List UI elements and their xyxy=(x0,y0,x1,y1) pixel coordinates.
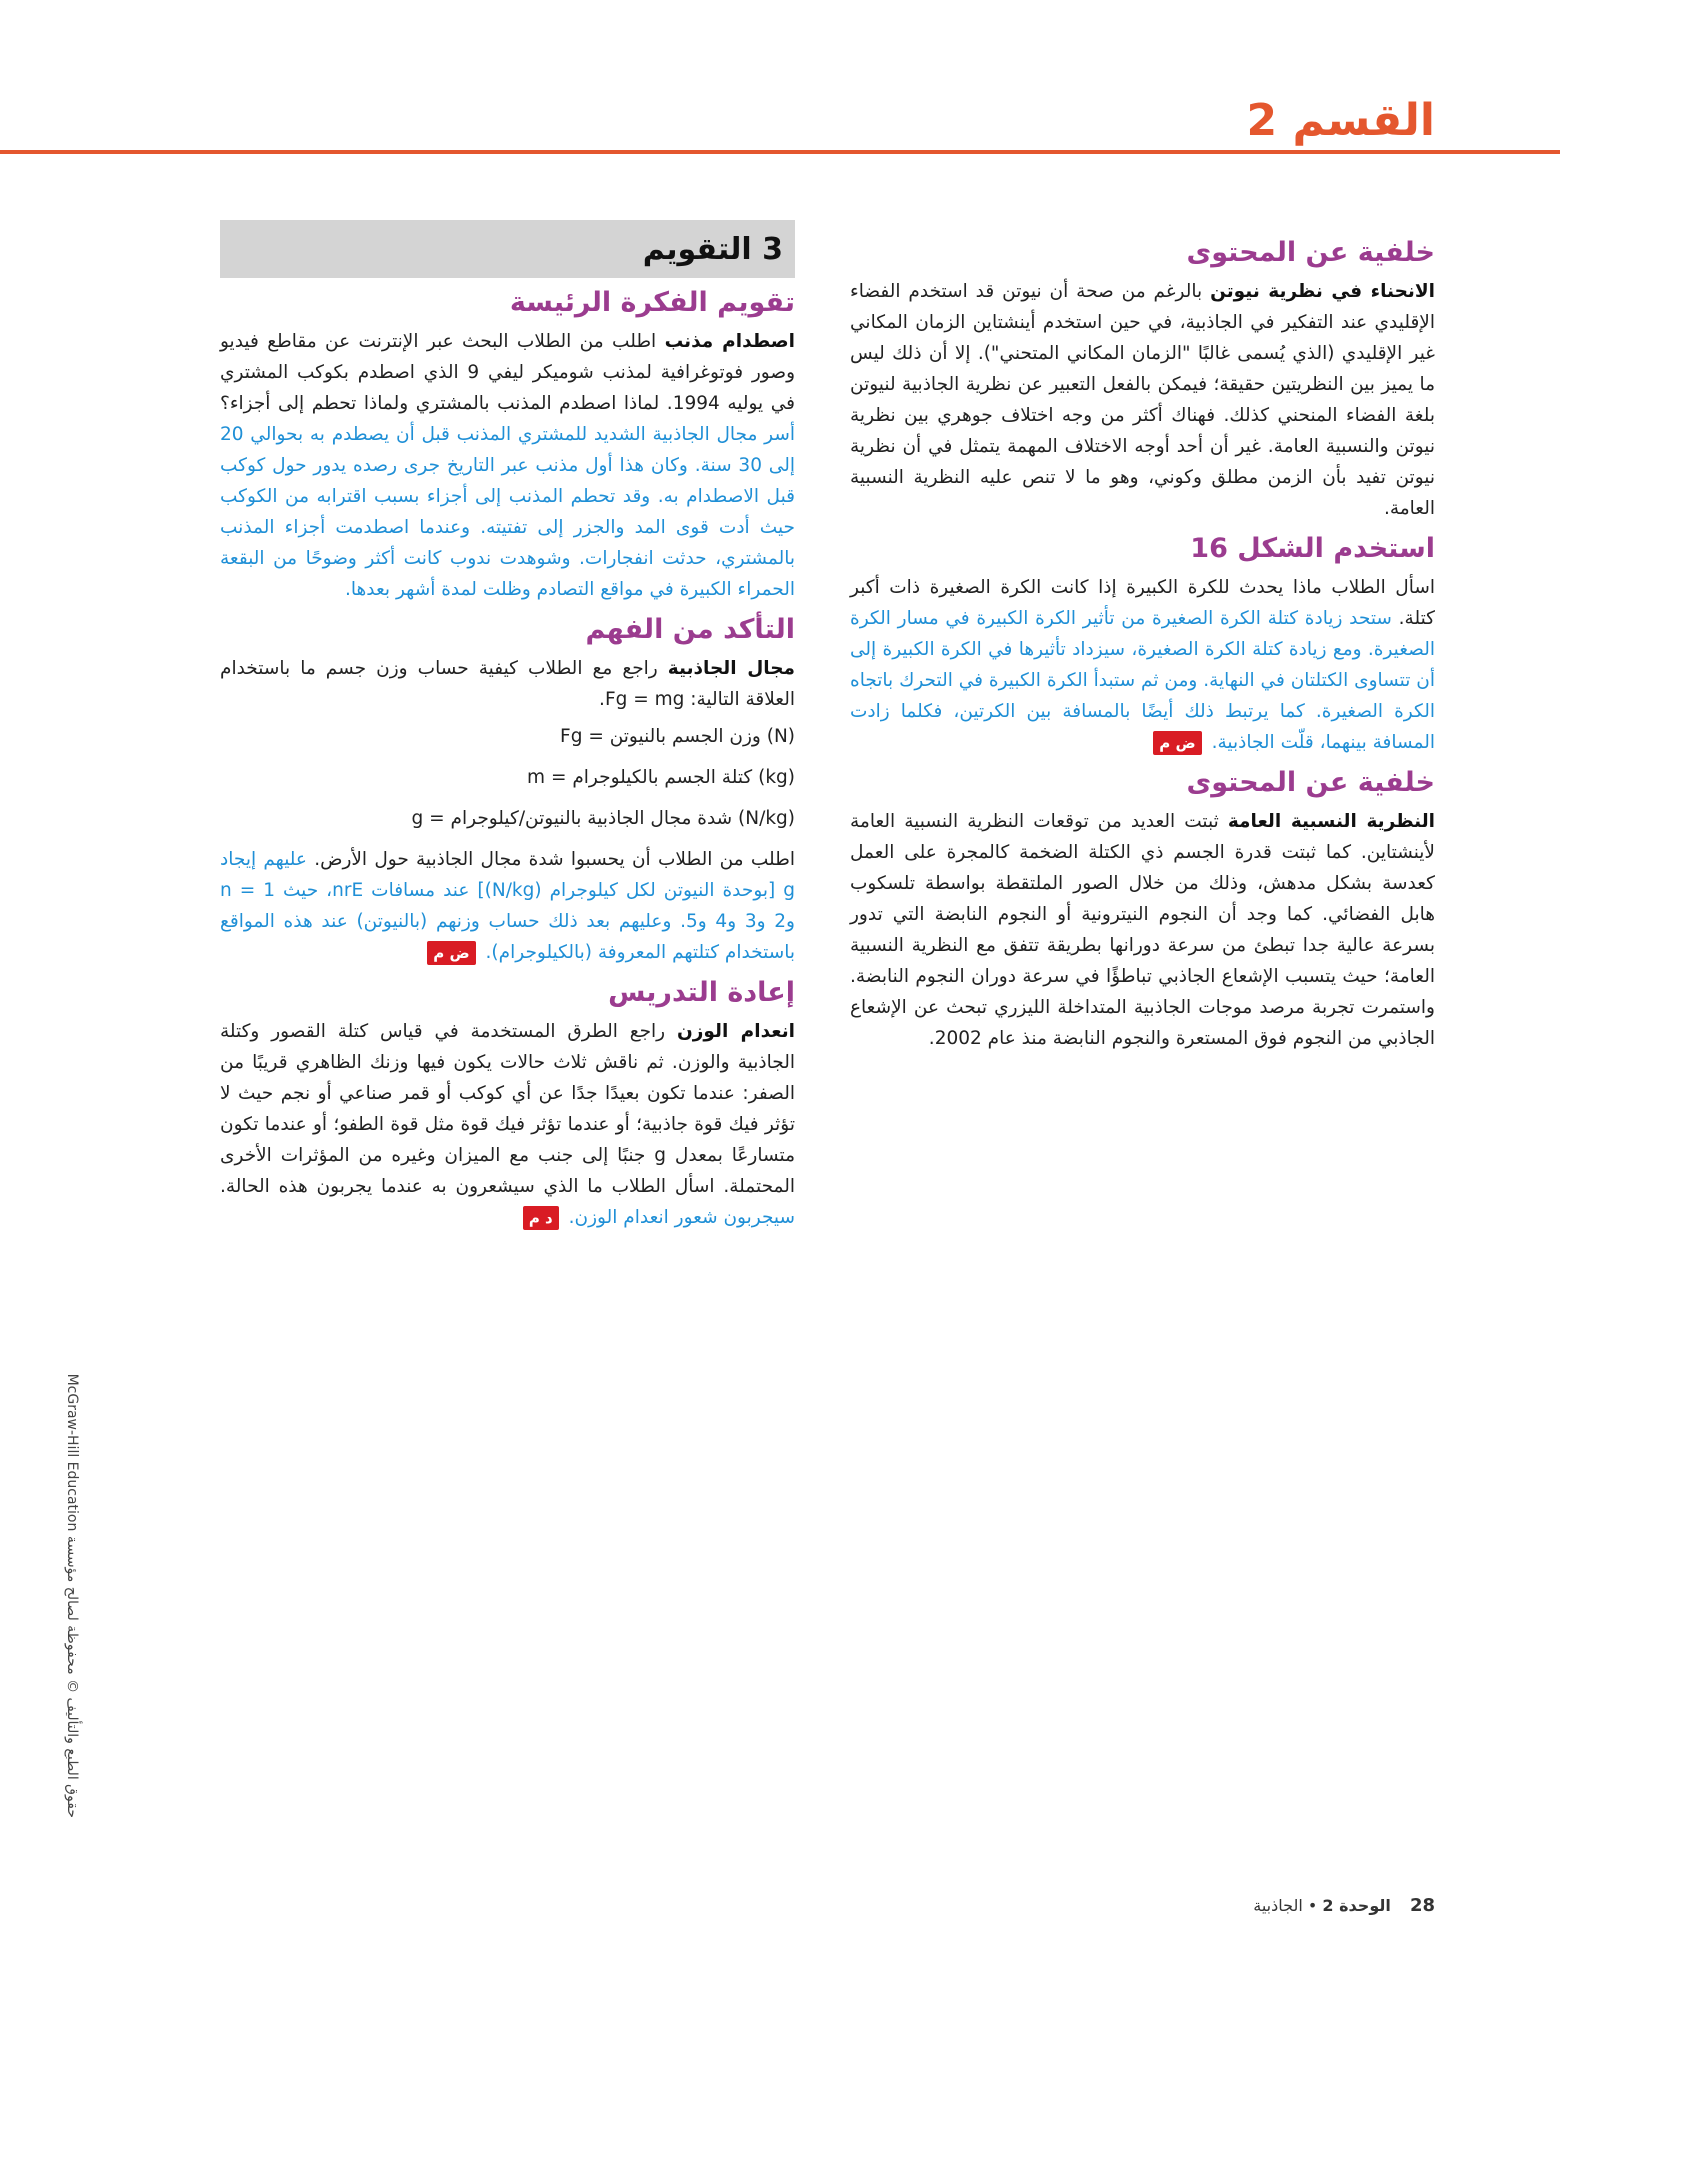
left-column xyxy=(220,220,795,1239)
answer-text: ستحد زيادة كتلة الكرة الصغيرة من تأثير الكرة الكبيرة في مسار الكرة الصغيرة. ومع زيادة كتلة الكرة الصغيرة، سيزداد تأثيرها في الكرة الكبيرة إلى أن تتساوى الكتلتان في النهاية. ومن ثم ستبدأ الكرة الكبيرة في التحرك باتجاه الكرة الصغيرة. كما يرتبط ذلك أيضًا بالمسافة بين الكرتين، فكلما زادت المسافة بينهما، قلّت الجاذبية. xyxy=(850,608,1435,753)
check-understanding-paragraph-2 xyxy=(220,844,795,968)
check-understanding-paragraph xyxy=(220,653,795,715)
paragraph-lead: مجال الجاذبية xyxy=(667,658,795,679)
paragraph-lead: النظرية النسبية العامة xyxy=(1227,811,1435,832)
paragraph-text: اطلب من الطلاب أن يحسبوا شدة مجال الجاذبية حول الأرض. xyxy=(314,849,796,870)
paragraph-text: راجع الطرق المستخدمة في قياس كتلة القصور وكتلة الجاذبية والوزن. ثم ناقش ثلاث حالات يكون فيها وزنك الظاهري قريبًا من الصفر: عندما تكون بعيدًا جدًا عن أي كوكب أو قمر صناعي أو نجم حيث لا تؤثر فيك قوة جاذبية؛ أو عندما تؤثر فيك قوة مثل قوة الطفو؛ أو عندما تكون متسارعًا بمعدل g جنبًا إلى جنب مع الميزان وغيره من المؤثرات الأخرى المحتملة. اسأل الطلاب ما الذي سيشعرون به عندما يجربون هذه الحالة. xyxy=(220,1021,795,1197)
formula-line-2: (kg) كتلة الجسم بالكيلوجرام = m xyxy=(527,767,795,788)
paragraph-lead: الانحناء في نظرية نيوتن xyxy=(1210,281,1435,302)
paragraph-lead: انعدام الوزن xyxy=(676,1021,795,1042)
assessment-bar: 3 التقويم xyxy=(220,220,795,278)
section-rule xyxy=(0,150,1560,154)
use-figure-heading: استخدم الشكل 16 xyxy=(1190,533,1435,564)
content-background-paragraph-2 xyxy=(850,806,1435,1054)
content-background-heading-2: خلفية عن المحتوى xyxy=(1186,767,1435,798)
page-footer xyxy=(1253,1895,1435,1916)
use-figure-paragraph xyxy=(850,572,1435,758)
reteach-paragraph xyxy=(220,1016,795,1233)
paragraph-lead: اصطدام مذنب xyxy=(664,331,795,352)
formula-line-3: (N/kg) شدة مجال الجاذبية بالنيوتن/كيلوجرام = g xyxy=(411,808,795,829)
page-number: 28 xyxy=(1409,1895,1435,1916)
level-badge: ض م xyxy=(1153,731,1201,755)
level-badge: د م xyxy=(523,1206,559,1230)
answer-text: سيجربون شعور انعدام الوزن. xyxy=(568,1207,795,1228)
copyright-notice: حقوق الطبع والتأليف © محفوظة لصالح مؤسسة McGraw-Hill Education xyxy=(64,1373,80,1818)
content-background-heading-1: خلفية عن المحتوى xyxy=(1186,237,1435,268)
right-column xyxy=(850,228,1435,1060)
paragraph-text: اسأل الطلاب ماذا يحدث للكرة الكبيرة إذا كانت الكرة الصغيرة ذات أكبر كتلة. xyxy=(850,577,1435,629)
section-title: القسم 2 xyxy=(1246,95,1435,146)
answer-text: عليهم إيجاد g [بوحدة النيوتن لكل كيلوجرام (N/kg)] عند مسافات nrE، حيث n = 1 و2 و3 و4 و5. وعليهم بعد ذلك حساب وزنهم (بالنيوتن) عند هذه المواقع باستخدام كتلتهم المعروفة (بالكيلوجرام). xyxy=(220,849,795,963)
reteach-heading: إعادة التدريس xyxy=(608,977,795,1008)
main-idea-heading: تقويم الفكرة الرئيسة xyxy=(509,287,795,318)
check-understanding-heading: التأكد من الفهم xyxy=(585,614,795,645)
unit-label: الوحدة 2 xyxy=(1322,1896,1391,1915)
formula-line-1: (N) وزن الجسم بالنيوتن = Fg xyxy=(560,726,795,747)
footer-separator: • xyxy=(1302,1896,1323,1915)
paragraph-text: بالرغم من صحة أن نيوتن قد استخدم الفضاء الإقليدي عند التفكير في الجاذبية، في حين استخدم أينشتاين الزمان المكاني غير الإقليدي (الذي يُسمى غالبًا "الزمان المكاني المتحني"). إلا أن ذلك ليس ما يميز بين النظريتين حقيقة؛ فيمكن بالفعل التعبير عن نظرية الجاذبية لنيوتن بلغة الفضاء المنحني كذلك. فهناك أكثر من وجه اختلاف جوهري بين نظرية نيوتن والنسبية العامة. غير أن أحد أوجه الاختلاف المهمة يتمثل في أن نظرية نيوتن تفيد بأن الزمن مطلق وكوني، وهو ما لا تنص عليه النظرية النسبية العامة. xyxy=(850,281,1435,519)
paragraph-text: اطلب من الطلاب البحث عبر الإنترنت عن مقاطع فيديو وصور فوتوغرافية لمذنب شوميكر ليفي 9 الذي اصطدم بكوكب المشتري في يوليه 1994. لماذا اصطدم المذنب بالمشتري ولماذا تحطم إلى أجزاء؟ xyxy=(220,331,795,414)
main-idea-paragraph xyxy=(220,326,795,605)
level-badge: ض م xyxy=(427,941,475,965)
topic-label: الجاذبية xyxy=(1253,1896,1303,1915)
paragraph-text: ثبتت العديد من توقعات النظرية النسبية العامة لأينشتاين. كما ثبتت قدرة الجسم ذي الكتلة الضخمة كالمجرة على العمل كعدسة بشكل مدهش، وذلك من خلال الصور الملتقطة بواسطة تلسكوب هابل الفضائي. كما وجد أن النجوم النيترونية أو النجوم النابضة التي تدور بسرعة عالية جدا تبطئ من سرعة دورانها بطريقة تتفق مع النظرية النسبية العامة؛ حيث يتسبب الإشعاع الجاذبي تباطؤًا في سرعة دوران النجوم النابضة. واستمرت تجربة مرصد موجات الجاذبية المتداخلة الليزري تبحث عن الإشعاع الجاذبي من النجوم فوق المستعرة والنجوم النابضة منذ عام 2002. xyxy=(850,811,1435,1049)
paragraph-text: راجع مع الطلاب كيفية حساب وزن جسم ما باستخدام العلاقة التالية: Fg = mg. xyxy=(220,658,795,710)
answer-text: أسر مجال الجاذبية الشديد للمشتري المذنب قبل أن يصطدم به بحوالي 20 إلى 30 سنة. وكان هذا أول مذنب عبر التاريخ جرى رصده يدور حول كوكب قبل الاصطدام به. وقد تحطم المذنب إلى أجزاء بسبب اقترابه من الكوكب حيث أدت قوى المد والجزر إلى تفتيته. وعندما اصطدمت أجزاء المذنب بالمشتري، حدثت انفجارات. وشوهدت ندوب كانت أكثر وضوحًا من البقعة الحمراء الكبيرة في مواقع التصادم وظلت لمدة أشهر بعدها. xyxy=(220,424,795,600)
content-background-paragraph-1 xyxy=(850,276,1435,524)
